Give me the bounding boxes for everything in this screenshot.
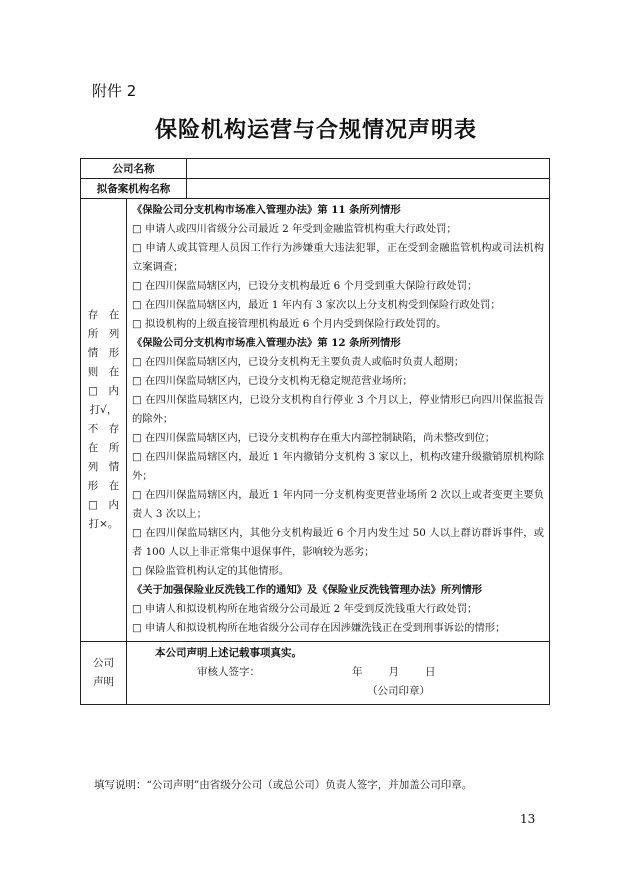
signature-line [135, 663, 541, 682]
attachment-label: 附件 2 [92, 82, 137, 100]
instruction-cell: 存 在所 列情 形则 在□ 内打√，不 存在 所列 情形 在□ 内 打×。 [81, 199, 127, 642]
condition-item[interactable]: □ 在四川保监局辖区内，最近 1 年内有 3 家次以上分支机构受到保险行政处罚； [132, 299, 501, 311]
section-heading: 《关于加强保险业反洗钱工作的通知》及《保险业反洗钱管理办法》所列情形 [132, 584, 483, 596]
condition-item[interactable]: □ 在四川保监局辖区内，最近 1 年内同一分支机构变更营业场所 2 次以上或者变更主要负责人 3 次以上； [132, 489, 544, 520]
day-label: 日 [425, 666, 436, 678]
conditions-row [81, 199, 550, 642]
month-label: 月 [388, 666, 399, 678]
declaration-text: 本公司声明上述记载事项真实。 [155, 647, 302, 659]
year-label: 年 [352, 666, 363, 678]
footnote: 填写说明：“公司声明”由省级分公司（或总公司）负责人签字，并加盖公司印章。 [94, 779, 473, 791]
declaration-cell [127, 642, 550, 705]
company-name-label: 公司名称 [81, 159, 187, 179]
condition-item[interactable]: □ 在四川保监局辖区内，已设分支机构自行停业 3 个月以上，停业情形已向四川保监报告的除外； [132, 394, 544, 425]
filing-name-label: 拟备案机构名称 [81, 179, 187, 199]
condition-item[interactable]: □ 申请人或四川省级分公司最近 2 年受到金融监管机构重大行政处罚； [132, 223, 457, 235]
condition-item[interactable]: □ 申请人或其管理人员因工作行为涉嫌重大违法犯罪，正在受到金融监管机构或司法机构立案调查； [132, 242, 544, 273]
company-seal-label: （公司印章） [367, 685, 430, 697]
company-name-field[interactable] [187, 159, 550, 179]
page-number: 13 [520, 812, 536, 826]
declaration-label: 公司声明 [81, 642, 127, 705]
filing-name-field[interactable] [187, 179, 550, 199]
condition-item[interactable]: □ 在四川保监局辖区内，已设分支机构最近 6 个月受到重大保险行政处罚； [132, 280, 478, 292]
form-title: 保险机构运营与合规情况声明表 [154, 117, 477, 143]
reviewer-signature-label: 审核人签字： [197, 666, 260, 678]
condition-item[interactable]: □ 在四川保监局辖区内，已设分支机构无主要负责人或临时负责人超期； [132, 356, 465, 368]
company-name-row [81, 159, 550, 179]
condition-item[interactable]: □ 申请人和拟设机构所在地省级分公司存在因涉嫌洗钱正在受到刑事诉讼的情形； [132, 622, 506, 634]
condition-item[interactable]: □ 在四川保监局辖区内，已设分支机构存在重大内部控制缺陷，尚未整改到位； [132, 432, 496, 444]
condition-item[interactable]: □ 在四川保监局辖区内，其他分支机构最近 6 个月内发生过 50 人以上群访群诉事件，或者 100 人以上非正常集中退保事件，影响较为恶劣； [132, 527, 544, 558]
declaration-form-table [80, 158, 550, 705]
condition-item[interactable]: □ 拟设机构的上级直接管理机构最近 6 个月内受到保险行政处罚的。 [132, 318, 447, 330]
section-heading: 《保险公司分支机构市场准入管理办法》第 11 条所列情形 [132, 204, 401, 216]
declaration-row [81, 642, 550, 705]
conditions-list [127, 199, 550, 642]
filing-name-row [81, 179, 550, 199]
condition-item[interactable]: □ 保险监管机构认定的其他情形。 [132, 565, 290, 577]
condition-item[interactable]: □ 在四川保监局辖区内，最近 1 年内撤销分支机构 3 家以上，机构改建升级撤销原机构除外； [132, 451, 544, 482]
condition-item[interactable]: □ 在四川保监局辖区内，已设分支机构无稳定规范营业场所； [132, 375, 413, 387]
section-heading: 《保险公司分支机构市场准入管理办法》第 12 条所列情形 [132, 337, 401, 349]
condition-item[interactable]: □ 申请人和拟设机构所在地省级分公司最近 2 年受到反洗钱重大行政处罚； [132, 603, 478, 615]
